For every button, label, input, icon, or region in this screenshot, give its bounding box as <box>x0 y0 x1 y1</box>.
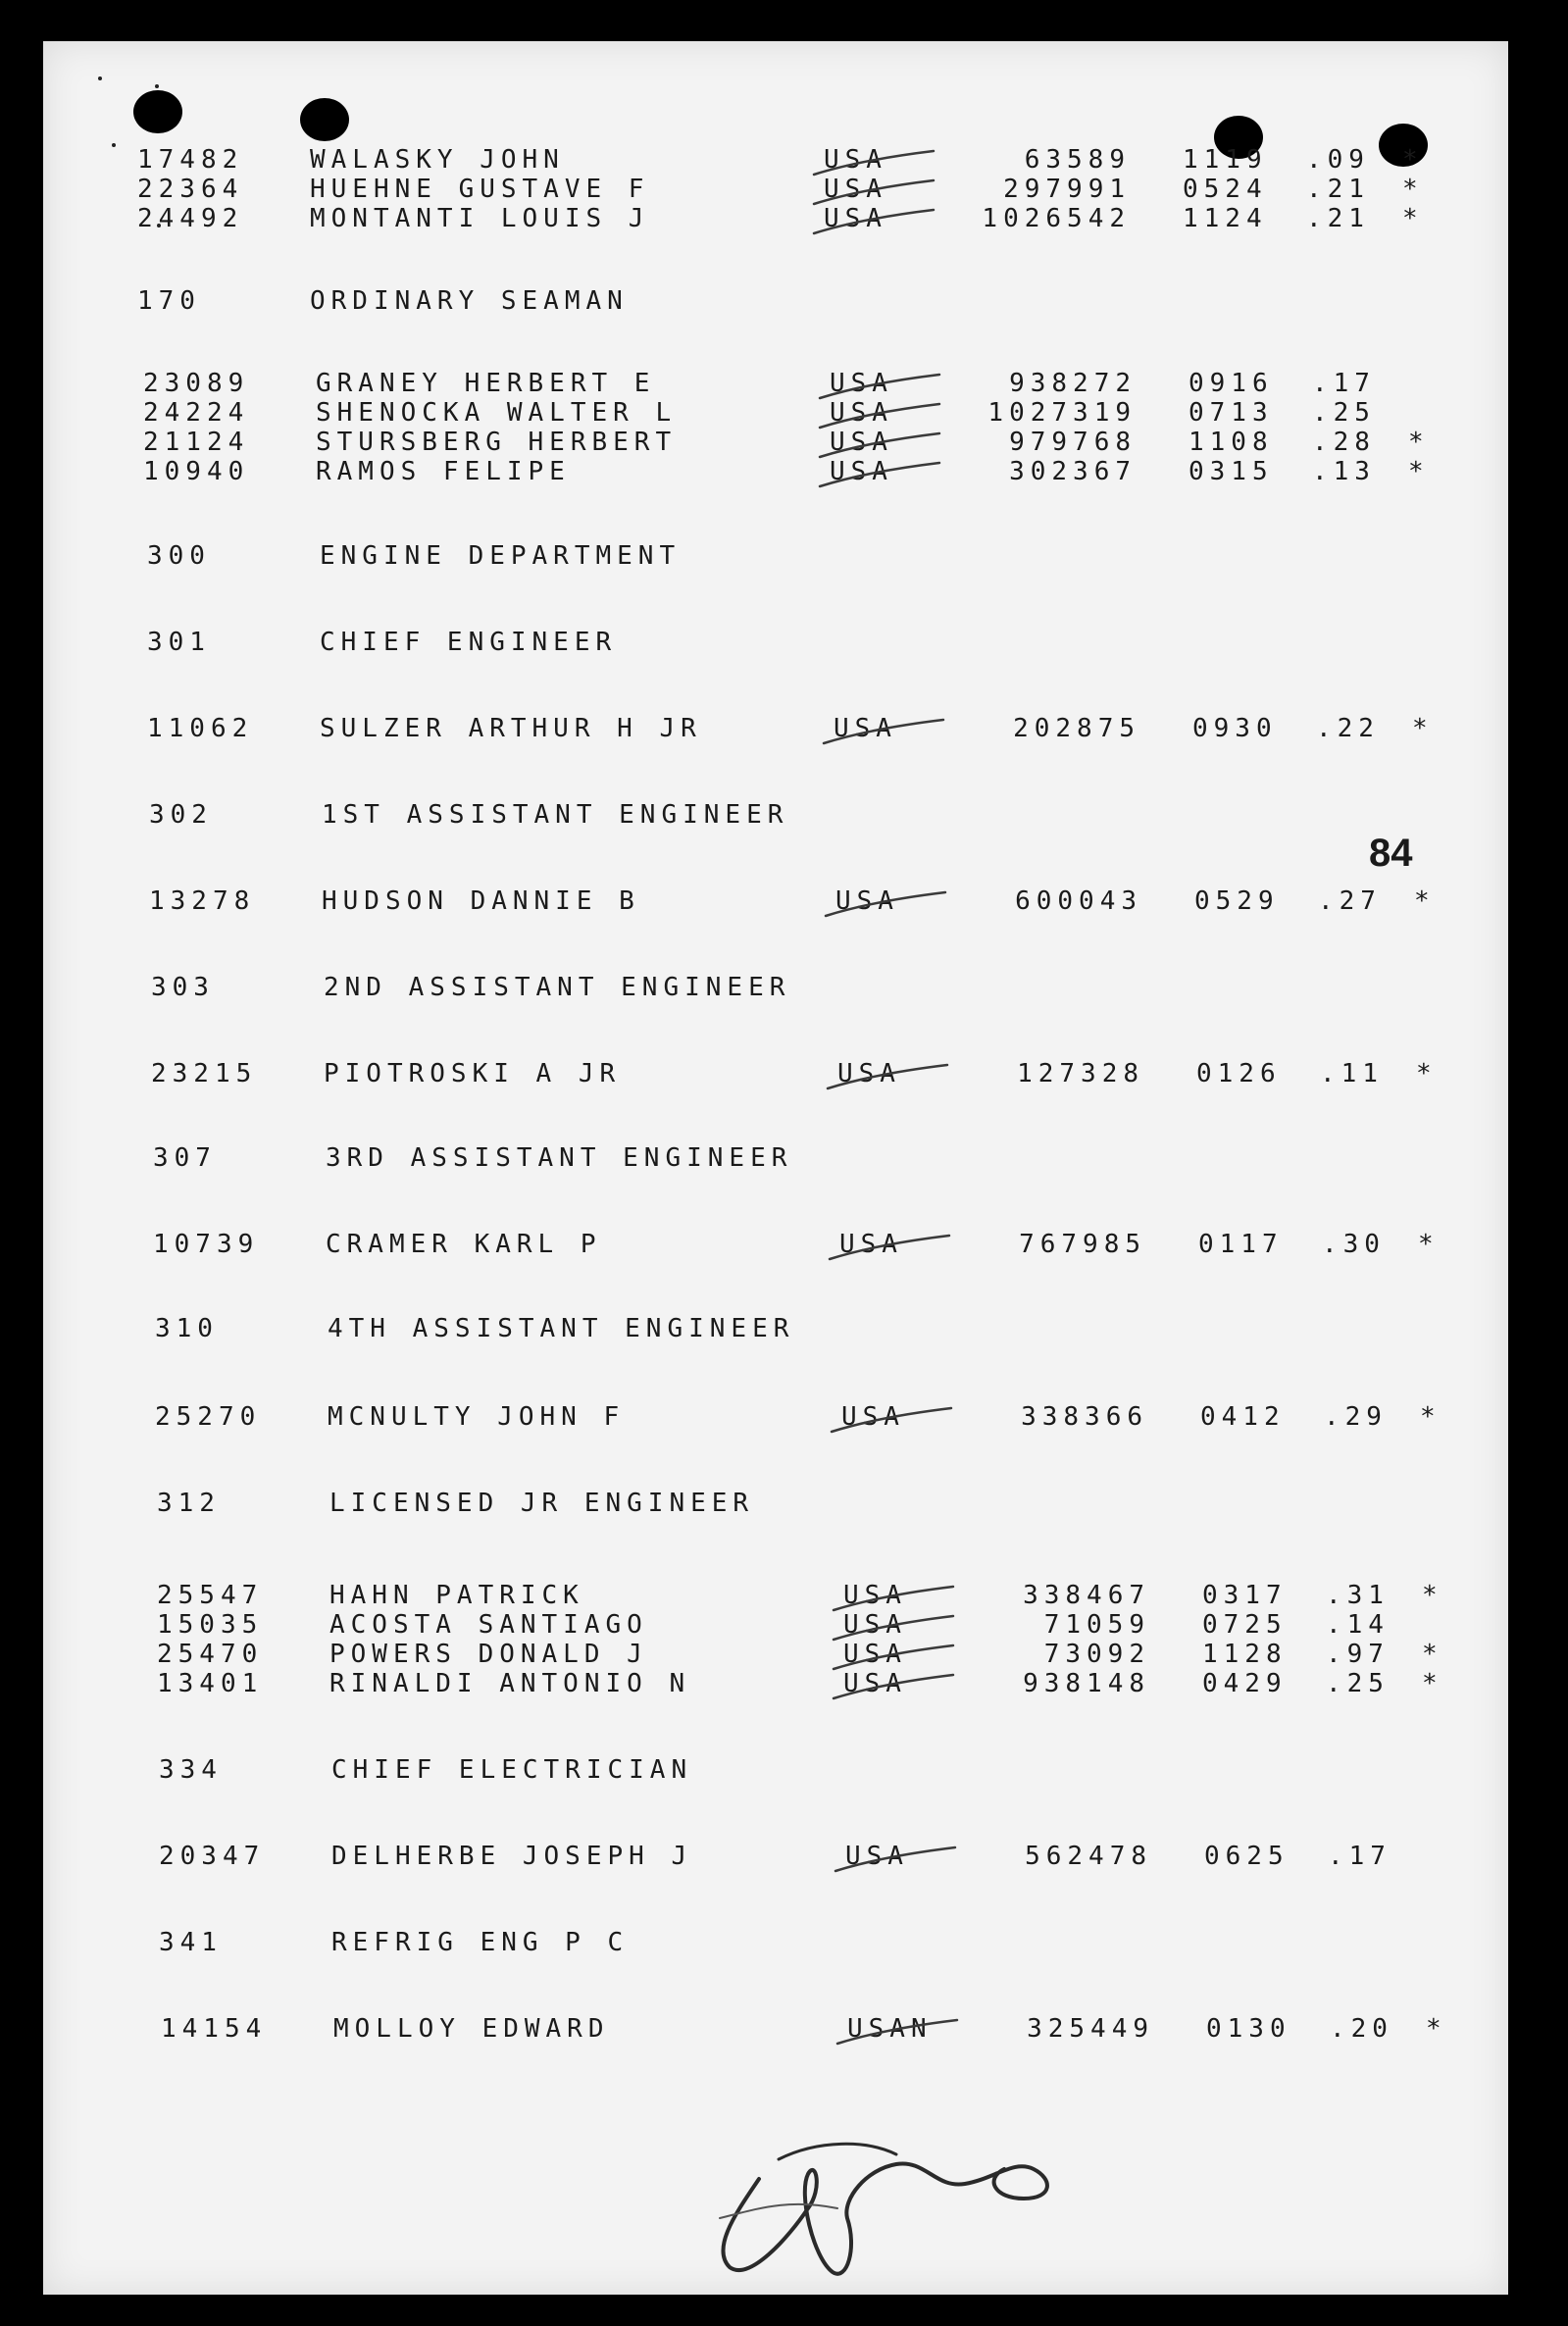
date-code: 0625 <box>1204 1842 1290 1871</box>
document-number: 979768 <box>1009 428 1137 457</box>
crew-row <box>151 1059 1465 1088</box>
section-code: 302 <box>149 800 213 830</box>
crew-row <box>153 1230 1467 1259</box>
rate-value: .29 <box>1324 1402 1388 1432</box>
date-code: 0126 <box>1196 1059 1282 1088</box>
document-number: 71059 <box>1043 1610 1150 1640</box>
punch-hole <box>300 98 349 141</box>
citizenship: USA <box>839 1230 903 1259</box>
document-page <box>43 41 1508 2295</box>
rate-value: .21 <box>1306 204 1370 233</box>
section-code: 341 <box>159 1928 223 1957</box>
section-heading <box>147 541 1461 571</box>
section-code: 300 <box>147 541 211 571</box>
asterisk-mark: * <box>1412 714 1434 743</box>
crew-code: 10739 <box>153 1230 260 1259</box>
asterisk-mark: * <box>1402 204 1424 233</box>
document-number: 325449 <box>1027 2014 1154 2044</box>
section-title: CHIEF ENGINEER <box>320 628 618 657</box>
crew-row <box>147 714 1461 743</box>
crew-code: 24492 <box>137 204 244 233</box>
crew-code: 15035 <box>157 1610 264 1640</box>
crew-code: 13278 <box>149 886 256 916</box>
citizenship: USA <box>824 204 887 233</box>
crew-code: 24224 <box>143 398 250 428</box>
date-code: 0317 <box>1202 1581 1288 1610</box>
section-title: ENGINE DEPARTMENT <box>320 541 682 571</box>
crew-code: 10940 <box>143 457 250 486</box>
date-code: 0315 <box>1189 457 1274 486</box>
document-number: 297991 <box>1003 175 1131 204</box>
document-number: 938272 <box>1009 369 1137 398</box>
section-code: 301 <box>147 628 211 657</box>
asterisk-mark: * <box>1422 1669 1443 1698</box>
rate-value: .21 <box>1306 175 1370 204</box>
page-number: 84 <box>1369 832 1413 875</box>
document-number: 202875 <box>1013 714 1140 743</box>
citizenship: USA <box>837 1059 901 1088</box>
check-stroke <box>820 1061 957 1094</box>
section-title: 1ST ASSISTANT ENGINEER <box>322 800 789 830</box>
crew-code: 25470 <box>157 1640 264 1669</box>
crew-code: 20347 <box>159 1842 266 1871</box>
check-stroke <box>806 206 943 239</box>
document-number: 63589 <box>1024 145 1131 175</box>
citizenship: USA <box>843 1669 907 1698</box>
section-title: LICENSED JR ENGINEER <box>329 1489 755 1518</box>
citizenship: USA <box>835 886 899 916</box>
section-heading <box>153 1143 1467 1173</box>
asterisk-mark: * <box>1408 428 1430 457</box>
citizenship: USA <box>830 428 893 457</box>
asterisk-mark: * <box>1418 1230 1440 1259</box>
citizenship: USA <box>845 1842 909 1871</box>
document-number: 938148 <box>1023 1669 1150 1698</box>
punch-hole <box>133 90 182 133</box>
date-code: 0713 <box>1189 398 1274 428</box>
crew-code: 13401 <box>157 1669 264 1698</box>
rate-value: .13 <box>1312 457 1376 486</box>
crew-code: 25547 <box>157 1581 264 1610</box>
document-number: 338366 <box>1021 1402 1148 1432</box>
crew-name: RINALDI ANTONIO N <box>329 1669 691 1698</box>
citizenship: USA <box>824 175 887 204</box>
rate-value: .09 <box>1306 145 1370 175</box>
crew-name: HUDSON DANNIE B <box>322 886 640 916</box>
crew-code: 23215 <box>151 1059 258 1088</box>
asterisk-mark: * <box>1422 1640 1443 1669</box>
ink-speck <box>98 76 102 80</box>
crew-code: 11062 <box>147 714 254 743</box>
crew-row <box>143 457 1457 486</box>
rate-value: .25 <box>1326 1669 1390 1698</box>
crew-name: POWERS DONALD J <box>329 1640 648 1669</box>
citizenship: USA <box>843 1581 907 1610</box>
section-code: 307 <box>153 1143 217 1173</box>
asterisk-mark: * <box>1422 1581 1443 1610</box>
crew-name: RAMOS FELIPE <box>316 457 571 486</box>
section-heading <box>159 1755 1473 1785</box>
rate-value: .20 <box>1330 2014 1393 2044</box>
section-heading <box>155 1314 1469 1343</box>
asterisk-mark: * <box>1402 175 1424 204</box>
crew-name: GRANEY HERBERT E <box>316 369 656 398</box>
citizenship: USA <box>843 1610 907 1640</box>
check-stroke <box>818 888 955 922</box>
crew-name: SULZER ARTHUR H JR <box>320 714 702 743</box>
date-code: 0916 <box>1189 369 1274 398</box>
section-title: 4TH ASSISTANT ENGINEER <box>328 1314 795 1343</box>
rate-value: .22 <box>1316 714 1380 743</box>
crew-row <box>143 428 1457 457</box>
document-number: 127328 <box>1017 1059 1144 1088</box>
document-number: 562478 <box>1025 1842 1152 1871</box>
citizenship: USA <box>830 457 893 486</box>
check-stroke <box>828 1844 965 1877</box>
document-number: 302367 <box>1009 457 1137 486</box>
rate-value: .17 <box>1328 1842 1391 1871</box>
date-code: 0930 <box>1192 714 1278 743</box>
date-code: 0429 <box>1202 1669 1288 1698</box>
crew-name: MONTANTI LOUIS J <box>310 204 650 233</box>
section-title: 2ND ASSISTANT ENGINEER <box>324 973 791 1002</box>
section-code: 312 <box>157 1489 221 1518</box>
crew-row <box>161 2014 1475 2044</box>
crew-name: WALASKY JOHN <box>310 145 565 175</box>
date-code: 0529 <box>1194 886 1280 916</box>
crew-row <box>137 204 1451 233</box>
section-title: CHIEF ELECTRICIAN <box>331 1755 693 1785</box>
crew-code: 22364 <box>137 175 244 204</box>
rate-value: .31 <box>1326 1581 1390 1610</box>
rate-value: .11 <box>1320 1059 1384 1088</box>
check-stroke <box>824 1404 961 1438</box>
document-number: 1027319 <box>987 398 1137 428</box>
section-code: 170 <box>137 286 201 316</box>
citizenship: USA <box>843 1640 907 1669</box>
crew-row <box>149 886 1463 916</box>
citizenship: USA <box>841 1402 905 1432</box>
date-code: 1119 <box>1183 145 1268 175</box>
check-stroke <box>822 1232 959 1265</box>
rate-value: .30 <box>1322 1230 1386 1259</box>
rate-value: .27 <box>1318 886 1382 916</box>
section-heading <box>157 1489 1471 1518</box>
section-heading <box>147 628 1461 657</box>
crew-name: CRAMER KARL P <box>326 1230 602 1259</box>
rate-value: .17 <box>1312 369 1376 398</box>
check-stroke <box>826 1671 963 1704</box>
crew-code: 25270 <box>155 1402 262 1432</box>
ink-speck <box>112 143 116 147</box>
crew-row <box>157 1610 1471 1640</box>
section-code: 310 <box>155 1314 219 1343</box>
date-code: 0725 <box>1202 1610 1288 1640</box>
crew-name: HAHN PATRICK <box>329 1581 584 1610</box>
check-stroke <box>830 2016 967 2049</box>
rate-value: .25 <box>1312 398 1376 428</box>
crew-row <box>155 1402 1469 1432</box>
rate-value: .97 <box>1326 1640 1390 1669</box>
date-code: 0412 <box>1200 1402 1286 1432</box>
section-heading <box>149 800 1463 830</box>
rate-value: .28 <box>1312 428 1376 457</box>
date-code: 0117 <box>1198 1230 1284 1259</box>
section-title: 3RD ASSISTANT ENGINEER <box>326 1143 793 1173</box>
date-code: 1128 <box>1202 1640 1288 1669</box>
ink-speck <box>155 84 159 88</box>
crew-row <box>137 175 1451 204</box>
crew-row <box>157 1669 1471 1698</box>
crew-name: HUEHNE GUSTAVE F <box>310 175 650 204</box>
crew-row <box>159 1842 1473 1871</box>
crew-row <box>157 1581 1471 1610</box>
crew-name: PIOTROSKI A JR <box>324 1059 622 1088</box>
date-code: 1108 <box>1189 428 1274 457</box>
crew-name: SHENOCKA WALTER L <box>316 398 678 428</box>
section-heading <box>151 973 1465 1002</box>
crew-row <box>143 398 1457 428</box>
document-number: 73092 <box>1043 1640 1150 1669</box>
section-title: REFRIG ENG P C <box>331 1928 630 1957</box>
crew-code: 23089 <box>143 369 250 398</box>
crew-code: 14154 <box>161 2014 268 2044</box>
date-code: 0524 <box>1183 175 1268 204</box>
date-code: 1124 <box>1183 204 1268 233</box>
date-code: 0130 <box>1206 2014 1291 2044</box>
crew-row <box>137 145 1451 175</box>
crew-name: MOLLOY EDWARD <box>333 2014 610 2044</box>
section-code: 334 <box>159 1755 223 1785</box>
crew-row <box>157 1640 1471 1669</box>
signature <box>700 2100 1132 2295</box>
section-title: ORDINARY SEAMAN <box>310 286 629 316</box>
crew-code: 17482 <box>137 145 244 175</box>
crew-name: STURSBERG HERBERT <box>316 428 678 457</box>
asterisk-mark: * <box>1416 1059 1438 1088</box>
asterisk-mark: * <box>1426 2014 1447 2044</box>
rate-value: .14 <box>1326 1610 1390 1640</box>
citizenship: USA <box>824 145 887 175</box>
document-number: 600043 <box>1015 886 1142 916</box>
section-code: 303 <box>151 973 215 1002</box>
citizenship: USA <box>830 369 893 398</box>
document-number: 1026542 <box>982 204 1131 233</box>
crew-code: 21124 <box>143 428 250 457</box>
section-heading <box>159 1928 1473 1957</box>
crew-name: ACOSTA SANTIAGO <box>329 1610 648 1640</box>
section-heading <box>137 286 1451 316</box>
document-number: 767985 <box>1019 1230 1146 1259</box>
crew-name: DELHERBE JOSEPH J <box>331 1842 693 1871</box>
asterisk-mark: * <box>1414 886 1436 916</box>
asterisk-mark: * <box>1408 457 1430 486</box>
check-stroke <box>812 459 949 492</box>
asterisk-mark: * <box>1420 1402 1442 1432</box>
citizenship: USAN <box>847 2014 933 2044</box>
document-number: 338467 <box>1023 1581 1150 1610</box>
citizenship: USA <box>834 714 897 743</box>
citizenship: USA <box>830 398 893 428</box>
check-stroke <box>816 716 953 749</box>
crew-name: MCNULTY JOHN F <box>328 1402 626 1432</box>
crew-row <box>143 369 1457 398</box>
asterisk-mark: * <box>1402 145 1424 175</box>
